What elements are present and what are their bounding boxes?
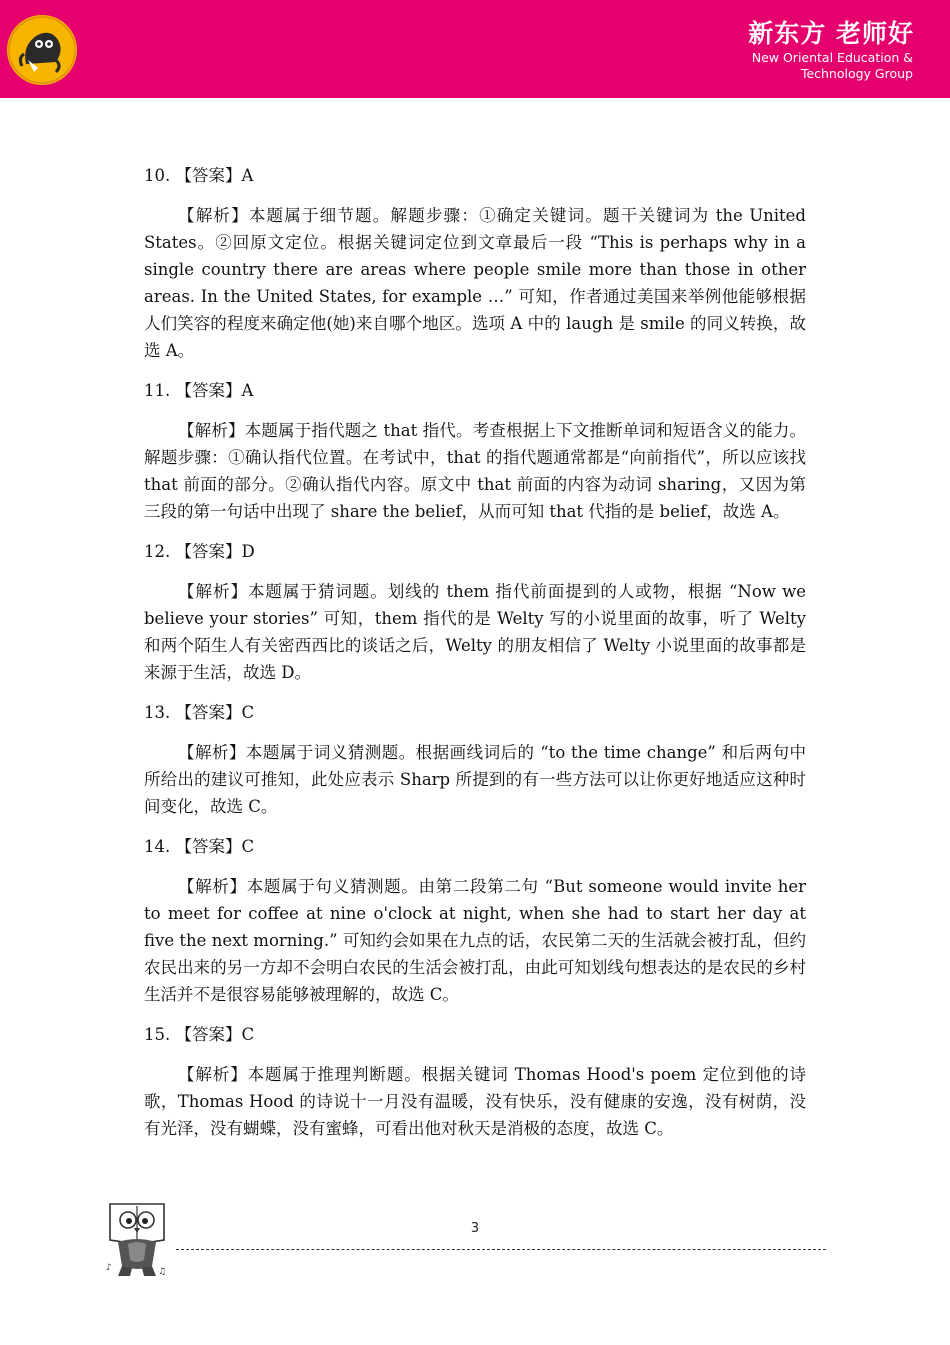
answer-10: 10. 【答案】A	[144, 166, 254, 185]
explanation-10: 【解析】本题属于细节题。解题步骤：①确定关键词。题干关键词为 the United States。②回原文定位。根据关键词定位到文章最后一段 “This is perhaps why in a single country there are areas where people smile more than those in other areas. In the United States, for example …” 可知，作者通过美国来举例他能够根据人们笑容的程度来确定他(她)来自哪个地区。选项 A 中的 laugh 是 smile 的同义转换，故选 A。	[144, 206, 806, 360]
answer-15: 15. 【答案】C	[144, 1025, 255, 1044]
brand-english-line-1: New Oriental Education &	[751, 50, 913, 65]
footer-dashed-divider	[176, 1249, 826, 1250]
svg-text:♪: ♪	[106, 1263, 112, 1273]
answer-13: 13. 【答案】C	[144, 703, 255, 722]
explanation-11: 【解析】本题属于指代题之 that 指代。考查根据上下文推断单词和短语含义的能力。解题步骤：①确认指代位置。在考试中，that 的指代题通常都是“向前指代”，所以应该找 that 前面的部分。②确认指代内容。原文中 that 前面的内容为动词 sharing，又因为第三段的第一句话中出现了 share the belief，从而可知 that 代指的是 belief，故选 A。	[144, 421, 806, 521]
explanation-14: 【解析】本题属于句义猜测题。由第二段第二句 “But someone would invite her to meet for coffee at nine o'clock at night, when she had to start her day at five the next morning.” 可知约会如果在九点的话，农民第二天的生活就会被打乱，但约农民出来的另一方却不会明白农民的生活会被打乱，由此可知划线句想表达的是农民的乡村生活并不是很容易能够被理解的，故选 C。	[144, 877, 806, 1004]
explanation-12: 【解析】本题属于猜词题。划线的 them 指代前面提到的人或物，根据 “Now we believe your stories” 可知，them 指代的是 Welty 写的小说里面的故事，听了 Welty 和两个陌生人有关密西西比的谈话之后，Welty 的朋友相信了 Welty 小说里面的故事都是来源于生活，故选 D。	[144, 582, 806, 682]
explanation-15: 【解析】本题属于推理判断题。根据关键词 Thomas Hood's poem 定位到他的诗歌，Thomas Hood 的诗说十一月没有温暖，没有快乐，没有健康的安逸，没有树荫，没有光泽，没有蝴蝶，没有蜜蜂，可看出他对秋天是消极的态度，故选 C。	[144, 1065, 806, 1138]
page-number: 3	[470, 1221, 480, 1236]
explanation-13: 【解析】本题属于词义猜测题。根据画线词后的 “to the time change” 和后两句中所给出的建议可推知，此处应表示 Sharp 所提到的有一些方法可以让你更好地适应这种时间变化，故选 C。	[144, 743, 806, 816]
answer-12: 12. 【答案】D	[144, 542, 255, 561]
answer-11: 11. 【答案】A	[144, 381, 254, 400]
owl-book-mascot-icon	[104, 1200, 170, 1282]
new-oriental-logo-icon	[6, 14, 78, 86]
svg-text:♫: ♫	[158, 1267, 167, 1277]
answer-14: 14. 【答案】C	[144, 837, 255, 856]
page-header	[0, 0, 950, 98]
answer-explanations	[144, 162, 806, 1155]
brand-english-line-2: Technology Group	[800, 66, 913, 81]
brand-english-name	[653, 50, 913, 82]
brand-chinese-name: 新东方 老师好	[748, 19, 914, 48]
